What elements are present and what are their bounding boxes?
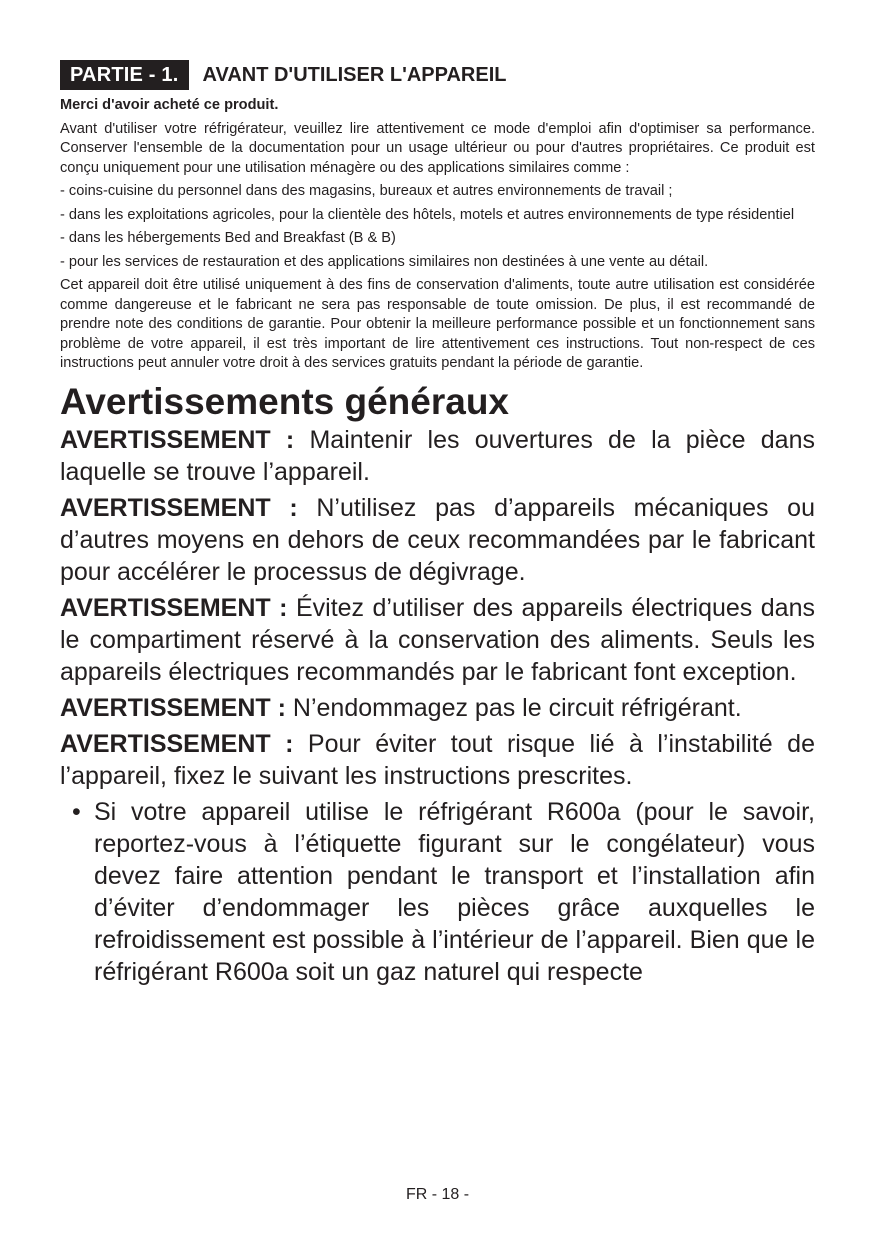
intro-paragraph: Avant d'utiliser votre réfrigérateur, veuillez lire attentivement ce mode d'emploi afin d'optimiser sa performance. Conserver l'ensemble de la documentation pour un usage ultérieur ou pour d'autres propriétaires. Ce produit est conçu uniquement pour une utilisation ménagère ou des applications similaires comme : [60, 120, 815, 176]
section-title: Avertissements généraux [60, 380, 510, 422]
warning-item [60, 592, 815, 688]
warning-label: AVERTISSEMENT : [60, 493, 298, 522]
warning-label: AVERTISSEMENT : [60, 425, 295, 454]
warning-item [60, 424, 815, 488]
part-badge: PARTIE - 1. [60, 60, 189, 90]
warning-item [60, 492, 815, 588]
warning-text: Pour éviter tout risque lié à l’instabilité de l’appareil, fixez le suivant les instructions prescrites. [60, 729, 815, 790]
page-content [60, 60, 815, 988]
intro-list-item: - dans les exploitations agricoles, pour la clientèle des hôtels, motels et autres environnements de type résidentiel [60, 206, 795, 223]
warning-label: AVERTISSEMENT : [60, 729, 294, 758]
warning-item [60, 692, 815, 724]
warnings-list [60, 424, 815, 792]
warning-text: Évitez d’utiliser des appareils électriques dans le compartiment réservé à la conservation des aliments. Seuls les appareils électriques recommandés par le fabricant font exception. [60, 593, 815, 686]
bullet-text: Si votre appareil utilise le réfrigérant R600a (pour le savoir, reportez-vous à l’étiquette figurant sur le congélateur) vous devez faire attention pendant le transport et l’installation afin d’éviter d’endommager les pièces grâce auxquelles le refroidissement est possible à l’intérieur de l’appareil. Bien que le réfrigérant R600a soit un gaz naturel qui respecte [94, 797, 815, 986]
intro-list-item: - coins-cuisine du personnel dans des magasins, bureaux et autres environnements de travail ; [60, 183, 673, 199]
warning-item [60, 728, 815, 792]
bullet-item [72, 796, 815, 988]
warning-label: AVERTISSEMENT : [60, 593, 288, 622]
part-header [60, 60, 815, 90]
intro-section [60, 96, 815, 374]
bullet-marker: • [72, 797, 81, 826]
warning-label: AVERTISSEMENT : [60, 693, 286, 722]
warning-text: Maintenir les ouvertures de la pièce dans laquelle se trouve l’appareil. [60, 425, 815, 486]
warning-text: N’utilisez pas d’appareils mécaniques ou d’autres moyens en dehors de ceux recommandées par le fabricant pour accélérer le processus de dégivrage. [60, 493, 815, 586]
intro-list-item: - pour les services de restauration et des applications similaires non destinées à une vente au détail. [60, 253, 709, 270]
part-title: AVANT D'UTILISER L'APPAREIL [202, 64, 507, 86]
thanks-line: Merci d'avoir acheté ce produit. [60, 97, 279, 113]
intro-list-item: - dans les hébergements Bed and Breakfast (B & B) [60, 230, 396, 246]
warning-text: N’endommagez pas le circuit réfrigérant. [285, 693, 742, 722]
page-number: FR - 18 - [405, 1186, 470, 1203]
intro-paragraph: Cet appareil doit être utilisé uniquement à des fins de conservation d'aliments, toute autre utilisation est considérée comme dangereuse et le fabricant ne sera pas responsable de toute omission. De plus, il est recommandé de prendre note des conditions de garantie. Pour obtenir la meilleure performance possible et un fonctionnement sans problème de votre appareil, il est très important de lire attentivement ces instructions. Tout non-respect de ces instructions peut annuler votre droit à des services gratuits pendant la période de garantie. [60, 277, 815, 371]
